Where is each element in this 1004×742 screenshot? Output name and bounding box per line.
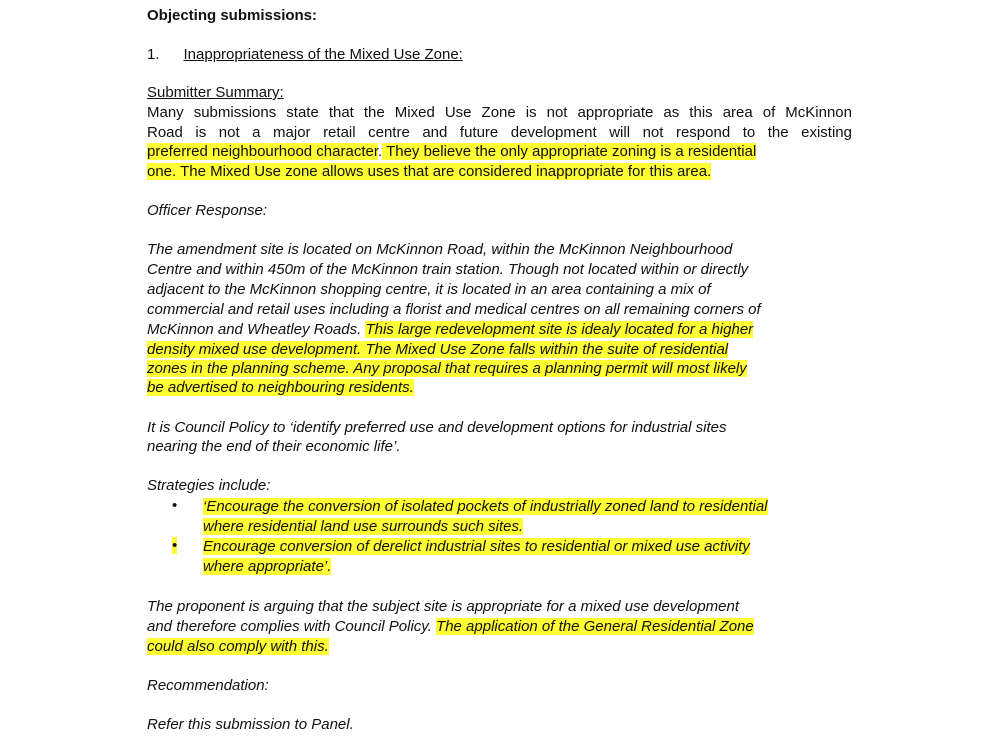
officer-line-4: commercial and retail uses including a florist and medical centres on all remaining corners of <box>147 301 761 318</box>
bullet-2-line-2 <box>203 557 331 576</box>
bullet-icon: • <box>172 497 178 514</box>
item-heading <box>147 45 463 64</box>
bullet-icon: • <box>172 537 178 554</box>
officer-line-3: adjacent to the McKinnon shopping centre, it is located in an area containing a mix of <box>147 281 711 298</box>
highlight-text: The application of the General Residential Zone <box>436 618 754 635</box>
bullet-1-line-1 <box>203 497 768 516</box>
recommendation-text: Refer this submission to Panel. <box>147 716 354 733</box>
submitter-line-2: Road is not a major retail centre and future development will not respond to the existing <box>147 124 852 141</box>
highlight-text: one. The Mixed Use zone allows uses that are considered inappropriate for this area. <box>147 163 712 180</box>
recommendation-label: Recommendation: <box>147 677 269 694</box>
highlight-text: Encourage conversion of derelict industrial sites to residential or mixed use activity <box>203 538 750 555</box>
officer-line-8 <box>147 378 414 397</box>
policy-line-1: It is Council Policy to ‘identify preferred use and development options for industrial sites <box>147 419 727 436</box>
officer-line-6 <box>147 340 728 359</box>
officer-line-2: Centre and within 450m of the McKinnon train station. Though not located within or directly <box>147 261 749 278</box>
item-number: 1. <box>147 46 160 63</box>
officer-response-label: Officer Response: <box>147 202 268 219</box>
officer-line-5 <box>147 320 753 339</box>
plain-text: . <box>378 143 383 160</box>
highlight-text: where residential land use surrounds such sites. <box>203 518 524 535</box>
submitter-summary-label: Submitter Summary: <box>147 84 284 101</box>
highlight-text: They believe the only appropriate zoning is a residential <box>382 143 757 160</box>
officer-line-7 <box>147 359 747 378</box>
highlight-text: preferred neighbourhood character <box>147 143 378 160</box>
proponent-line-1: The proponent is arguing that the subject site is appropriate for a mixed use development <box>147 598 740 615</box>
officer-line-1: The amendment site is located on McKinnon Road, within the McKinnon Neighbourhood <box>147 241 733 258</box>
submitter-line-3 <box>147 142 756 161</box>
highlight-text: density mixed use development. The Mixed Use Zone falls within the suite of residential <box>147 341 729 358</box>
highlight-text: ‘Encourage the conversion of isolated pockets of industrially zoned land to residential <box>203 498 768 515</box>
submitter-line-1: Many submissions state that the Mixed Use Zone is not appropriate as this area of McKinnon <box>147 104 852 121</box>
highlight-text: could also comply with this. <box>147 638 329 655</box>
highlight-text: where appropriate’. <box>203 558 332 575</box>
section-heading: Objecting submissions: <box>147 7 318 24</box>
proponent-line-2 <box>147 617 754 636</box>
strategies-label: Strategies include: <box>147 477 271 494</box>
proponent-line-3 <box>147 637 329 656</box>
bullet-2-line-1 <box>203 537 750 556</box>
highlight-text: zones in the planning scheme. Any proposal that requires a planning permit will most likely <box>147 360 747 377</box>
item-title: Inappropriateness of the Mixed Use Zone: <box>183 46 463 63</box>
plain-text: McKinnon and Wheatley Roads. <box>147 321 366 338</box>
plain-text: and therefore complies with Council Policy. <box>147 618 437 635</box>
bullet-1-line-2 <box>203 517 523 536</box>
highlight-text: This large redevelopment site is idealy located for a higher <box>365 321 754 338</box>
policy-line-2: nearing the end of their economic life’. <box>147 438 401 455</box>
highlight-text: be advertised to neighbouring residents. <box>147 379 414 396</box>
submitter-line-4 <box>147 162 711 181</box>
